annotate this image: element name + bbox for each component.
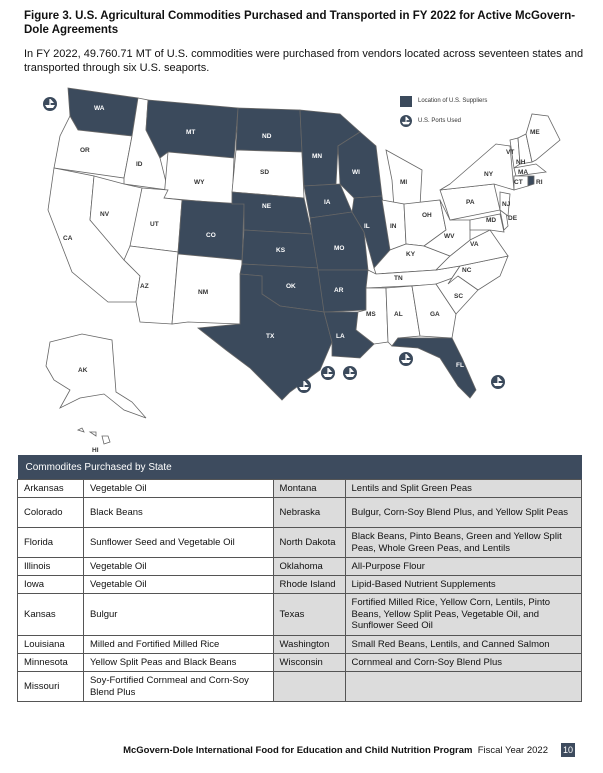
label-la: LA [336, 333, 345, 340]
label-ky: KY [406, 251, 416, 258]
label-md: MD [486, 217, 497, 224]
label-id: ID [136, 161, 143, 168]
label-tx: TX [266, 333, 275, 340]
table-row [18, 480, 582, 498]
map-legend [400, 94, 487, 134]
commodity-cell: Vegetable Oil [83, 558, 273, 576]
label-wi: WI [352, 169, 360, 176]
label-nj: NJ [502, 201, 511, 208]
label-va: VA [470, 241, 479, 248]
label-sd: SD [260, 169, 270, 176]
port-icon [321, 366, 335, 380]
state-cell: Montana [273, 480, 345, 498]
state-cell [273, 672, 345, 702]
commodity-cell: Bulgur, Corn-Soy Blend Plus, and Yellow Split Peas [345, 498, 581, 528]
label-ma: MA [518, 169, 529, 176]
state-cell: Colorado [18, 498, 84, 528]
label-nc: NC [462, 267, 472, 274]
state-cell: Oklahoma [273, 558, 345, 576]
state-ak [46, 334, 146, 418]
label-ri: RI [536, 179, 543, 186]
state-ne [232, 192, 312, 234]
label-ak: AK [78, 367, 88, 374]
state-cell: Rhode Island [273, 576, 345, 594]
state-hi [78, 428, 110, 444]
label-mn: MN [312, 153, 323, 160]
label-co: CO [206, 232, 216, 239]
label-ks: KS [276, 247, 286, 254]
commodity-cell: Lentils and Split Green Peas [345, 480, 581, 498]
state-ri [528, 176, 534, 186]
table-row [18, 558, 582, 576]
label-nd: ND [262, 133, 272, 140]
label-nh: NH [516, 159, 526, 166]
label-de: DE [508, 215, 518, 222]
port-icon [399, 352, 413, 366]
table-header: Commodites Purchased by State [18, 455, 582, 480]
table-row [18, 636, 582, 654]
label-vt: VT [506, 149, 515, 156]
table-row [18, 594, 582, 636]
state-cell: Illinois [18, 558, 84, 576]
supplier-swatch [400, 96, 412, 107]
label-il: IL [364, 223, 370, 230]
commodity-cell [345, 672, 581, 702]
footer-fiscal-year: Fiscal Year 2022 [477, 745, 548, 756]
state-cell: Texas [273, 594, 345, 636]
table-row [18, 654, 582, 672]
label-wa: WA [94, 105, 105, 112]
label-hi: HI [92, 447, 99, 454]
state-cell: Missouri [18, 672, 84, 702]
commodity-cell: Cornmeal and Corn-Soy Blend Plus [345, 654, 581, 672]
table-row [18, 498, 582, 528]
port-icon [297, 379, 311, 393]
label-ia: IA [324, 199, 331, 206]
label-ar: AR [334, 287, 344, 294]
label-oh: OH [422, 212, 432, 219]
legend-suppliers: Location of U.S. Suppliers [418, 98, 488, 104]
commodity-cell: Black Beans [83, 498, 273, 528]
commodity-cell: Vegetable Oil [83, 480, 273, 498]
label-ne: NE [262, 203, 272, 210]
label-ms: MS [366, 311, 376, 318]
state-cell: Kansas [18, 594, 84, 636]
state-cell: Nebraska [273, 498, 345, 528]
port-icon [400, 115, 412, 127]
page-number: 10 [562, 745, 573, 755]
port-icon [43, 97, 57, 111]
label-sc: SC [454, 293, 464, 300]
label-ct: CT [514, 179, 523, 186]
label-nv: NV [100, 211, 110, 218]
commodity-cell: Bulgur [83, 594, 273, 636]
footer-program: McGovern-Dole International Food for Education and Child Nutrition Program [123, 745, 473, 756]
state-ny [440, 144, 514, 190]
commodity-cell: Yellow Split Peas and Black Beans [83, 654, 273, 672]
port-icon [491, 375, 505, 389]
state-wi [338, 132, 382, 198]
commodity-cell: Soy-Fortified Cornmeal and Corn-Soy Blend Plus [83, 672, 273, 702]
commodity-cell: Fortified Milled Rice, Yellow Corn, Lentils, Pinto Beans, Yellow Split Peas, Vegetable Oil, and Sunflower Seed Oil [345, 594, 581, 636]
figure-intro: In FY 2022, 49.760.71 MT of U.S. commodities were purchased from vendors located across seventeen states and transported through six U.S. seaports. [24, 48, 584, 74]
label-wv: WV [444, 233, 455, 240]
state-cell: Louisiana [18, 636, 84, 654]
label-az: AZ [140, 283, 149, 290]
state-cell: Washington [273, 636, 345, 654]
table-row [18, 576, 582, 594]
commodity-cell: Black Beans, Pinto Beans, Green and Yellow Split Peas, Whole Green Peas, and Lentils [345, 528, 581, 558]
commodity-cell: Sunflower Seed and Vegetable Oil [83, 528, 273, 558]
label-ga: GA [430, 311, 440, 318]
state-cell: North Dakota [273, 528, 345, 558]
label-mi: MI [400, 179, 408, 186]
label-ca: CA [63, 235, 73, 242]
figure-title: Figure 3. U.S. Agricultural Commodities Purchased and Transported in FY 2022 for Active McGovern-Dole Agreements [24, 10, 576, 36]
commodity-cell: Vegetable Oil [83, 576, 273, 594]
port-icon [343, 366, 357, 380]
label-pa: PA [466, 199, 475, 206]
commodity-cell: Small Red Beans, Lentils, and Canned Salmon [345, 636, 581, 654]
label-me: ME [530, 129, 540, 136]
us-map [20, 80, 585, 454]
label-al: AL [394, 311, 403, 318]
state-co [178, 200, 244, 260]
state-cell: Arkansas [18, 480, 84, 498]
table-row [18, 528, 582, 558]
state-cell: Minnesota [18, 654, 84, 672]
label-fl: FL [456, 362, 464, 369]
state-cell: Wisconsin [273, 654, 345, 672]
commodities-table [17, 455, 582, 702]
label-tn: TN [394, 275, 403, 282]
state-cell: Iowa [18, 576, 84, 594]
state-wy [164, 152, 234, 204]
label-or: OR [80, 147, 90, 154]
label-ut: UT [150, 221, 159, 228]
label-ny: NY [484, 171, 494, 178]
commodity-cell: Milled and Fortified Milled Rice [83, 636, 273, 654]
state-wa [68, 88, 138, 136]
label-in: IN [390, 223, 397, 230]
label-ok: OK [286, 283, 296, 290]
state-nd [236, 108, 302, 152]
commodity-cell: Lipid-Based Nutrient Supplements [345, 576, 581, 594]
page-footer [0, 742, 603, 760]
state-me [526, 114, 560, 162]
commodity-cell: All-Purpose Flour [345, 558, 581, 576]
label-wy: WY [194, 179, 205, 186]
legend-ports: U.S. Ports Used [418, 118, 462, 124]
table-row [18, 672, 582, 702]
label-mo: MO [334, 245, 345, 252]
state-cell: Florida [18, 528, 84, 558]
label-nm: NM [198, 289, 209, 296]
label-mt: MT [186, 129, 196, 136]
